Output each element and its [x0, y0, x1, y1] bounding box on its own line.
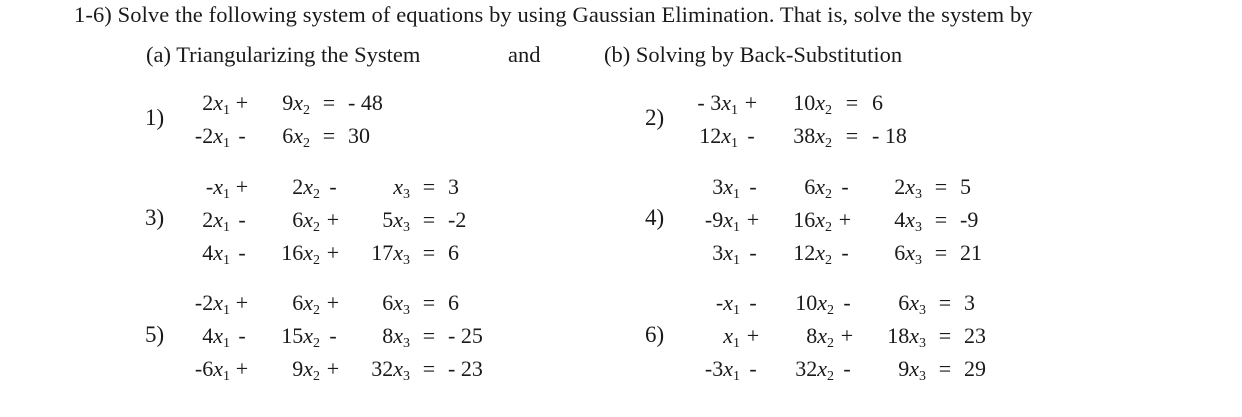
- right-hand-side: 5: [960, 174, 971, 199]
- variable: x: [213, 174, 223, 199]
- operator: +: [744, 90, 758, 115]
- equation-term: $9x_2$: [292, 356, 320, 384]
- operator: -: [329, 174, 337, 199]
- equation-system: [178, 86, 418, 152]
- variable: x: [815, 123, 825, 148]
- right-hand-side: 3: [964, 290, 975, 315]
- problem-label: 4): [645, 205, 665, 230]
- equals-sign: =: [845, 123, 859, 148]
- variable: x: [817, 323, 827, 348]
- equals-sign: =: [938, 290, 952, 315]
- variable: x: [293, 90, 303, 115]
- equation-term: $-3x_1$: [704, 356, 740, 384]
- equation-row: [676, 319, 1034, 352]
- equation-term: $4x_1$: [202, 240, 230, 268]
- variable: x: [303, 240, 313, 265]
- right-hand-side: 30: [348, 123, 370, 148]
- equation-term: $16x_2$: [793, 207, 832, 235]
- equation-row: [676, 86, 942, 119]
- coefficient: 10: [793, 90, 816, 115]
- variable: x: [909, 290, 919, 315]
- equation-row: [178, 352, 518, 385]
- equation-row: [178, 236, 518, 269]
- operator: +: [840, 323, 854, 348]
- coefficient: -2: [194, 290, 214, 315]
- coefficient: 16: [793, 207, 816, 232]
- operator: +: [746, 207, 760, 232]
- variable: x: [815, 207, 825, 232]
- right-hand-side: - 23: [448, 356, 483, 381]
- coefficient: -2: [194, 123, 214, 148]
- equation-term: - $3x_1$: [697, 90, 738, 118]
- equation-system: [178, 170, 518, 269]
- coefficient: 6: [282, 123, 294, 148]
- equation-row: [178, 286, 518, 319]
- variable: x: [905, 207, 915, 232]
- and-label: and: [508, 42, 541, 67]
- coefficient: 3: [712, 174, 724, 199]
- equation-term: $6x_3$: [382, 290, 410, 318]
- variable: x: [393, 290, 403, 315]
- variable: x: [723, 240, 733, 265]
- equation-term: $2x_1$: [202, 90, 230, 118]
- equals-sign: =: [422, 323, 436, 348]
- equals-sign: =: [322, 123, 336, 148]
- right-hand-side: 21: [960, 240, 982, 265]
- coefficient: 32: [795, 356, 818, 381]
- coefficient: -: [715, 290, 724, 315]
- equation-term: $2x_3$: [894, 174, 922, 202]
- variable: x: [393, 207, 403, 232]
- coefficient: 9: [292, 356, 304, 381]
- equation-term: $x_3$: [393, 174, 410, 202]
- coefficient: 15: [281, 323, 304, 348]
- problem-label: 1): [145, 105, 165, 130]
- variable: x: [303, 356, 313, 381]
- equation-term: $6x_2$: [292, 207, 320, 235]
- coefficient: 8: [806, 323, 818, 348]
- right-hand-side: -2: [448, 207, 467, 232]
- equation-term: $32x_3$: [371, 356, 410, 384]
- problem-label: 5): [145, 322, 165, 347]
- variable: x: [905, 174, 915, 199]
- variable: x: [393, 174, 403, 199]
- coefficient: -: [205, 174, 214, 199]
- variable: x: [723, 290, 733, 315]
- equation-term: $6x_2$: [292, 290, 320, 318]
- coefficient: 9: [282, 90, 294, 115]
- right-hand-side: - 25: [448, 323, 483, 348]
- variable: x: [213, 323, 223, 348]
- coefficient: 3: [712, 240, 724, 265]
- coefficient: - 3: [697, 90, 722, 115]
- equation-system: [676, 170, 1030, 269]
- operator: -: [843, 290, 851, 315]
- coefficient: 8: [382, 323, 394, 348]
- operator: -: [238, 323, 246, 348]
- problem-label: 2): [645, 105, 665, 130]
- coefficient: 2: [894, 174, 906, 199]
- equation-term: $12x_2$: [793, 240, 832, 268]
- variable: x: [293, 123, 303, 148]
- equals-sign: =: [934, 207, 948, 232]
- coefficient: 12: [699, 123, 722, 148]
- variable: x: [905, 240, 915, 265]
- equation-term: $10x_2$: [793, 90, 832, 118]
- variable: x: [723, 174, 733, 199]
- equals-sign: =: [934, 174, 948, 199]
- equation-term: $38x_2$: [793, 123, 832, 151]
- coefficient: -3: [704, 356, 724, 381]
- variable: x: [213, 356, 223, 381]
- equation-term: $18x_3$: [887, 323, 926, 351]
- equation-term: $8x_3$: [382, 323, 410, 351]
- operator: +: [746, 323, 760, 348]
- problem-label: 3): [145, 205, 165, 230]
- variable: x: [723, 323, 733, 348]
- equation-term: $3x_1$: [712, 240, 740, 268]
- operator: -: [843, 356, 851, 381]
- coefficient: 16: [281, 240, 304, 265]
- operator: +: [326, 240, 340, 265]
- equals-sign: =: [322, 90, 336, 115]
- equation-term: $9x_3$: [898, 356, 926, 384]
- variable: x: [721, 90, 731, 115]
- equation-row: [178, 319, 518, 352]
- operator: -: [749, 174, 757, 199]
- operator: -: [841, 240, 849, 265]
- coefficient: 2: [202, 90, 214, 115]
- coefficient: 4: [202, 323, 214, 348]
- variable: x: [303, 207, 313, 232]
- equation-row: [676, 236, 1030, 269]
- equals-sign: =: [934, 240, 948, 265]
- equation-system: [178, 286, 518, 385]
- operator: +: [326, 207, 340, 232]
- equation-term: $x_1$: [723, 323, 740, 351]
- coefficient: 5: [382, 207, 394, 232]
- equation-row: [178, 170, 518, 203]
- equation-term: $-x_1$: [715, 290, 740, 318]
- coefficient: 4: [202, 240, 214, 265]
- equation-term: $16x_2$: [281, 240, 320, 268]
- equation-system: [676, 286, 1034, 385]
- equation-term: $-6x_1$: [194, 356, 230, 384]
- problem-instructions: 1-6) Solve the following system of equations by using Gaussian Elimination. That is, solve the system by: [74, 2, 1033, 27]
- variable: x: [303, 323, 313, 348]
- equation-term: $-2x_1$: [194, 123, 230, 151]
- operator: +: [838, 207, 852, 232]
- coefficient: -6: [194, 356, 214, 381]
- operator: +: [235, 174, 249, 199]
- equals-sign: =: [422, 356, 436, 381]
- operator: -: [749, 290, 757, 315]
- equation-row: [676, 286, 1034, 319]
- equation-term: $4x_3$: [894, 207, 922, 235]
- equation-row: [676, 119, 942, 152]
- equation-system: [676, 86, 942, 152]
- coefficient: 9: [898, 356, 910, 381]
- operator: -: [749, 240, 757, 265]
- coefficient: -9: [704, 207, 724, 232]
- operator: -: [329, 323, 337, 348]
- operator: +: [235, 356, 249, 381]
- right-hand-side: 23: [964, 323, 986, 348]
- equation-term: $15x_2$: [281, 323, 320, 351]
- operator: -: [238, 240, 246, 265]
- coefficient: 6: [382, 290, 394, 315]
- equation-term: $6x_2$: [804, 174, 832, 202]
- coefficient: 18: [887, 323, 910, 348]
- variable: x: [723, 207, 733, 232]
- variable: x: [815, 174, 825, 199]
- coefficient: 6: [894, 240, 906, 265]
- right-hand-side: - 18: [872, 123, 907, 148]
- part-b-label: (b) Solving by Back-Substitution: [604, 42, 903, 67]
- equals-sign: =: [422, 174, 436, 199]
- coefficient: 4: [894, 207, 906, 232]
- equation-term: $6x_3$: [898, 290, 926, 318]
- operator: -: [747, 123, 755, 148]
- equation-term: $2x_2$: [292, 174, 320, 202]
- coefficient: 17: [371, 240, 394, 265]
- equals-sign: =: [938, 356, 952, 381]
- coefficient: 6: [292, 290, 304, 315]
- equation-term: $2x_1$: [202, 207, 230, 235]
- right-hand-side: 6: [448, 290, 459, 315]
- equals-sign: =: [422, 290, 436, 315]
- operator: +: [326, 290, 340, 315]
- right-hand-side: - 48: [348, 90, 383, 115]
- equation-term: $6x_2$: [282, 123, 310, 151]
- variable: x: [393, 240, 403, 265]
- operator: -: [749, 356, 757, 381]
- coefficient: 10: [795, 290, 818, 315]
- equation-term: $9x_2$: [282, 90, 310, 118]
- equation-term: $-2x_1$: [194, 290, 230, 318]
- right-hand-side: 29: [964, 356, 986, 381]
- equation-term: $17x_3$: [371, 240, 410, 268]
- operator: +: [326, 356, 340, 381]
- right-hand-side: -9: [960, 207, 979, 232]
- variable: x: [213, 90, 223, 115]
- equation-row: [178, 119, 418, 152]
- equation-term: $12x_1$: [699, 123, 738, 151]
- operator: -: [841, 174, 849, 199]
- variable: x: [213, 240, 223, 265]
- equals-sign: =: [422, 207, 436, 232]
- variable: x: [817, 290, 827, 315]
- operator: -: [238, 123, 246, 148]
- variable: x: [815, 90, 825, 115]
- problem-label: 6): [645, 322, 665, 347]
- coefficient: 6: [292, 207, 304, 232]
- coefficient: 6: [898, 290, 910, 315]
- operator: -: [238, 207, 246, 232]
- equation-row: [178, 203, 518, 236]
- coefficient: 38: [793, 123, 816, 148]
- variable: x: [817, 356, 827, 381]
- operator: +: [235, 90, 249, 115]
- equation-term: $32x_2$: [795, 356, 834, 384]
- equation-term: $-x_1$: [205, 174, 230, 202]
- variable: x: [721, 123, 731, 148]
- equals-sign: =: [845, 90, 859, 115]
- right-hand-side: 6: [872, 90, 883, 115]
- variable: x: [393, 356, 403, 381]
- equation-term: $6x_3$: [894, 240, 922, 268]
- equation-term: $4x_1$: [202, 323, 230, 351]
- variable: x: [723, 356, 733, 381]
- variable: x: [909, 323, 919, 348]
- part-a-label: (a) Triangularizing the System: [146, 42, 421, 67]
- equation-row: [178, 86, 418, 119]
- equation-term: $8x_2$: [806, 323, 834, 351]
- equation-term: $10x_2$: [795, 290, 834, 318]
- variable: x: [303, 290, 313, 315]
- coefficient: 2: [292, 174, 304, 199]
- variable: x: [393, 323, 403, 348]
- equation-row: [676, 170, 1030, 203]
- right-hand-side: 3: [448, 174, 459, 199]
- variable: x: [303, 174, 313, 199]
- equation-row: [676, 203, 1030, 236]
- equation-term: $3x_1$: [712, 174, 740, 202]
- equals-sign: =: [938, 323, 952, 348]
- coefficient: 32: [371, 356, 394, 381]
- equation-term: $5x_3$: [382, 207, 410, 235]
- variable: x: [909, 356, 919, 381]
- variable: x: [213, 123, 223, 148]
- coefficient: 12: [793, 240, 816, 265]
- variable: x: [213, 207, 223, 232]
- equation-row: [676, 352, 1034, 385]
- operator: +: [235, 290, 249, 315]
- variable: x: [815, 240, 825, 265]
- equals-sign: =: [422, 240, 436, 265]
- coefficient: 2: [202, 207, 214, 232]
- equation-term: $-9x_1$: [704, 207, 740, 235]
- coefficient: 6: [804, 174, 816, 199]
- right-hand-side: 6: [448, 240, 459, 265]
- variable: x: [213, 290, 223, 315]
